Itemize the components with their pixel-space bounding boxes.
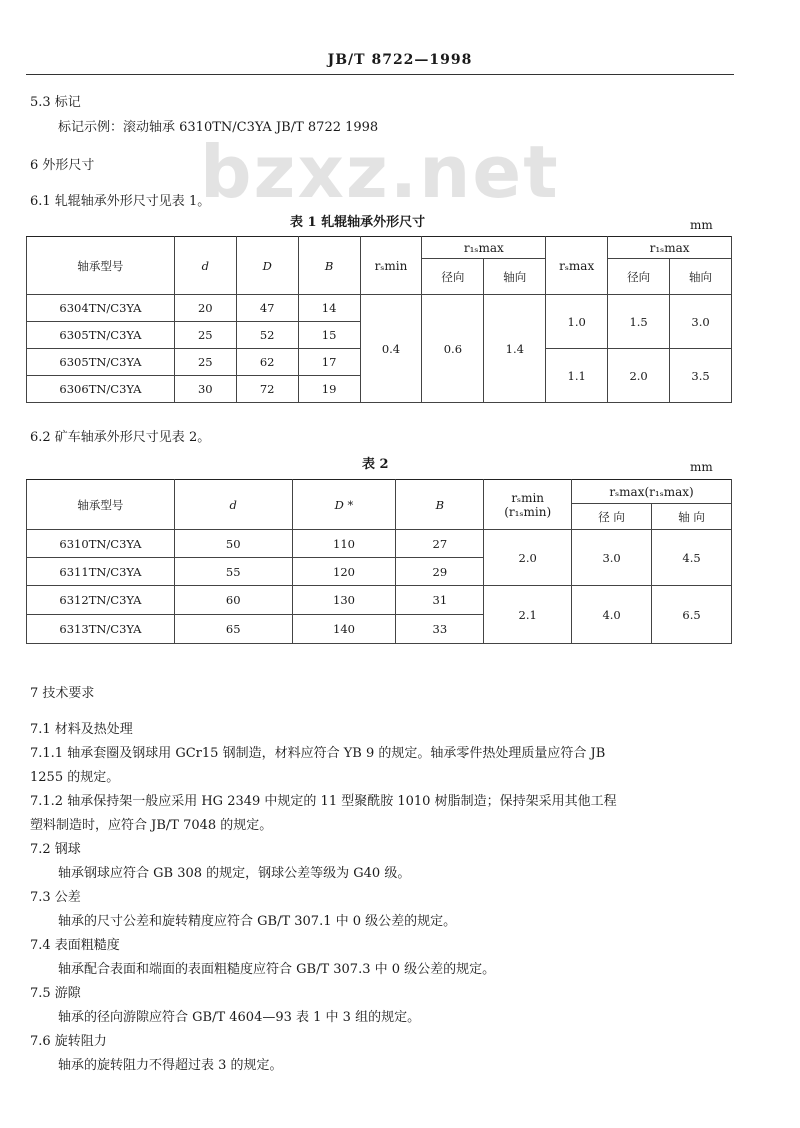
section-7-4-text: 轴承配合表面和端面的表面粗糙度应符合 GB/T 307.3 中 0 级公差的规定。 [58,962,496,977]
table-2 [26,479,732,644]
t2-header-axial: 轴 向 [652,504,732,530]
table1-caption: 表 1 轧辊轴承外形尺寸 [290,215,426,230]
section-7-2-heading: 7.2 钢球 [30,842,81,857]
page-header [0,50,800,80]
t2-r1-B: 29 [396,558,484,586]
t1-header-axial-2: 轴向 [670,259,732,295]
section-7-6-heading: 7.6 旋转阻力 [30,1034,107,1049]
t2-r2-D: 130 [292,586,396,615]
t2-header-radial: 径 向 [572,504,652,530]
t1-r0-D: 47 [236,295,298,322]
section-7-6-text: 轴承的旋转阻力不得超过表 3 的规定。 [58,1058,283,1073]
t2-header-rsmin [484,480,572,530]
t1-gb2-axial: 3.5 [670,349,732,403]
t2-r1-D: 120 [292,558,396,586]
t2-g2-radial: 4.0 [572,586,652,644]
t1-r1-D: 52 [236,322,298,349]
t2-r3-d: 65 [174,615,292,644]
t1-r3-d: 30 [174,376,236,403]
table2-unit: mm [690,460,713,474]
section-7-heading: 7 技术要求 [30,686,95,701]
t2-g1-axial: 4.5 [652,530,732,586]
section-7-5-heading: 7.5 游隙 [30,986,81,1001]
t2-r1-model: 6311TN/C3YA [27,558,175,586]
t2-r0-B: 27 [396,530,484,558]
t1-ga-rsmin: 0.4 [360,295,422,403]
t2-header-r1smin-label: (r₁ₛmin) [504,504,552,519]
t2-header-rsmax-group: rₛmax(r₁ₛmax) [572,480,732,504]
t1-gb1-rsmin: 1.0 [546,295,608,349]
t2-r3-B: 33 [396,615,484,644]
t1-header-radial: 径向 [422,259,484,295]
t1-header-rsmax-2: rₛmax [546,237,608,295]
t1-r1-model: 6305TN/C3YA [27,322,175,349]
t2-header-B: B [396,480,484,530]
t1-header-axial: 轴向 [484,259,546,295]
t2-g2-rsmin: 2.1 [484,586,572,644]
t1-r1-d: 25 [174,322,236,349]
t1-r2-model: 6305TN/C3YA [27,349,175,376]
t1-r2-D: 62 [236,349,298,376]
t1-header-d: d [174,237,236,295]
t1-r2-d: 25 [174,349,236,376]
t1-r0-model: 6304TN/C3YA [27,295,175,322]
table-1 [26,236,732,403]
t2-r3-model: 6313TN/C3YA [27,615,175,644]
t1-gb1-axial: 3.0 [670,295,732,349]
t2-header-D: D * [292,480,396,530]
t1-ga-radial: 0.6 [422,295,484,403]
table-row [27,295,732,322]
table-row [27,530,732,558]
t2-g1-radial: 3.0 [572,530,652,586]
t2-r0-model: 6310TN/C3YA [27,530,175,558]
section-7-3-heading: 7.3 公差 [30,890,81,905]
t2-r2-d: 60 [174,586,292,615]
section-7-2-text: 轴承钢球应符合 GB 308 的规定，钢球公差等级为 G40 级。 [58,866,411,881]
watermark: bzxz.net [200,130,560,214]
t1-header-model: 轴承型号 [27,237,175,295]
table-row [27,586,732,615]
table1-unit: mm [690,218,713,232]
section-7-1-1-line1: 7.1.1 轴承套圈及钢球用 GCr15 钢制造，材料应符合 YB 9 的规定。轴承零件热处理质量应符合 JB [30,746,606,761]
t1-header-radial-2: 径向 [608,259,670,295]
t2-r2-B: 31 [396,586,484,615]
t1-gb1-radial: 1.5 [608,295,670,349]
t1-r3-model: 6306TN/C3YA [27,376,175,403]
t2-r2-model: 6312TN/C3YA [27,586,175,615]
section-6-2-text: 6.2 矿车轴承外形尺寸见表 2。 [30,430,211,445]
section-7-1-heading: 7.1 材料及热处理 [30,722,133,737]
section-7-5-text: 轴承的径向游隙应符合 GB/T 4604—93 表 1 中 3 组的规定。 [58,1010,421,1025]
t1-ga-axial: 1.4 [484,295,546,403]
t1-header-r1smax-2: r₁ₛmax [608,237,732,259]
section-5-3-heading: 5.3 标记 [30,95,81,110]
t1-r0-B: 14 [298,295,360,322]
t1-r3-B: 19 [298,376,360,403]
t2-r0-d: 50 [174,530,292,558]
t1-r0-d: 20 [174,295,236,322]
t2-r0-D: 110 [292,530,396,558]
t2-r1-d: 55 [174,558,292,586]
t2-g1-rsmin: 2.0 [484,530,572,586]
t2-header-rsmin-label: rₛmin [511,490,545,505]
t1-header-r1smax: r₁ₛmax [422,237,546,259]
section-7-1-2-line1: 7.1.2 轴承保持架一般应采用 HG 2349 中规定的 11 型聚酰胺 1010 树脂制造；保持架采用其他工程 [30,794,617,809]
t1-gb2-radial: 2.0 [608,349,670,403]
table2-caption: 表 2 [362,457,389,472]
standard-number: JB/T 8722—1998 [327,52,473,68]
t1-gb2-rsmin: 1.1 [546,349,608,403]
t1-r3-D: 72 [236,376,298,403]
t1-header-B: B [298,237,360,295]
section-6-heading: 6 外形尺寸 [30,158,95,173]
t2-g2-axial: 6.5 [652,586,732,644]
t1-r1-B: 15 [298,322,360,349]
section-7-1-2-line2: 塑料制造时，应符合 JB/T 7048 的规定。 [30,818,273,833]
t1-r2-B: 17 [298,349,360,376]
section-6-1-text: 6.1 轧辊轴承外形尺寸见表 1。 [30,194,211,209]
t2-header-model: 轴承型号 [27,480,175,530]
t2-header-d: d [174,480,292,530]
t2-r3-D: 140 [292,615,396,644]
section-7-4-heading: 7.4 表面粗糙度 [30,938,120,953]
header-rule [26,74,734,75]
marking-example: 标记示例：滚动轴承 6310TN/C3YA JB/T 8722 1998 [58,120,379,135]
t1-header-rsmin: rₛmin [360,237,422,295]
section-7-3-text: 轴承的尺寸公差和旋转精度应符合 GB/T 307.1 中 0 级公差的规定。 [58,914,457,929]
t1-header-D: D [236,237,298,295]
section-7-1-1-line2: 1255 的规定。 [30,770,120,785]
